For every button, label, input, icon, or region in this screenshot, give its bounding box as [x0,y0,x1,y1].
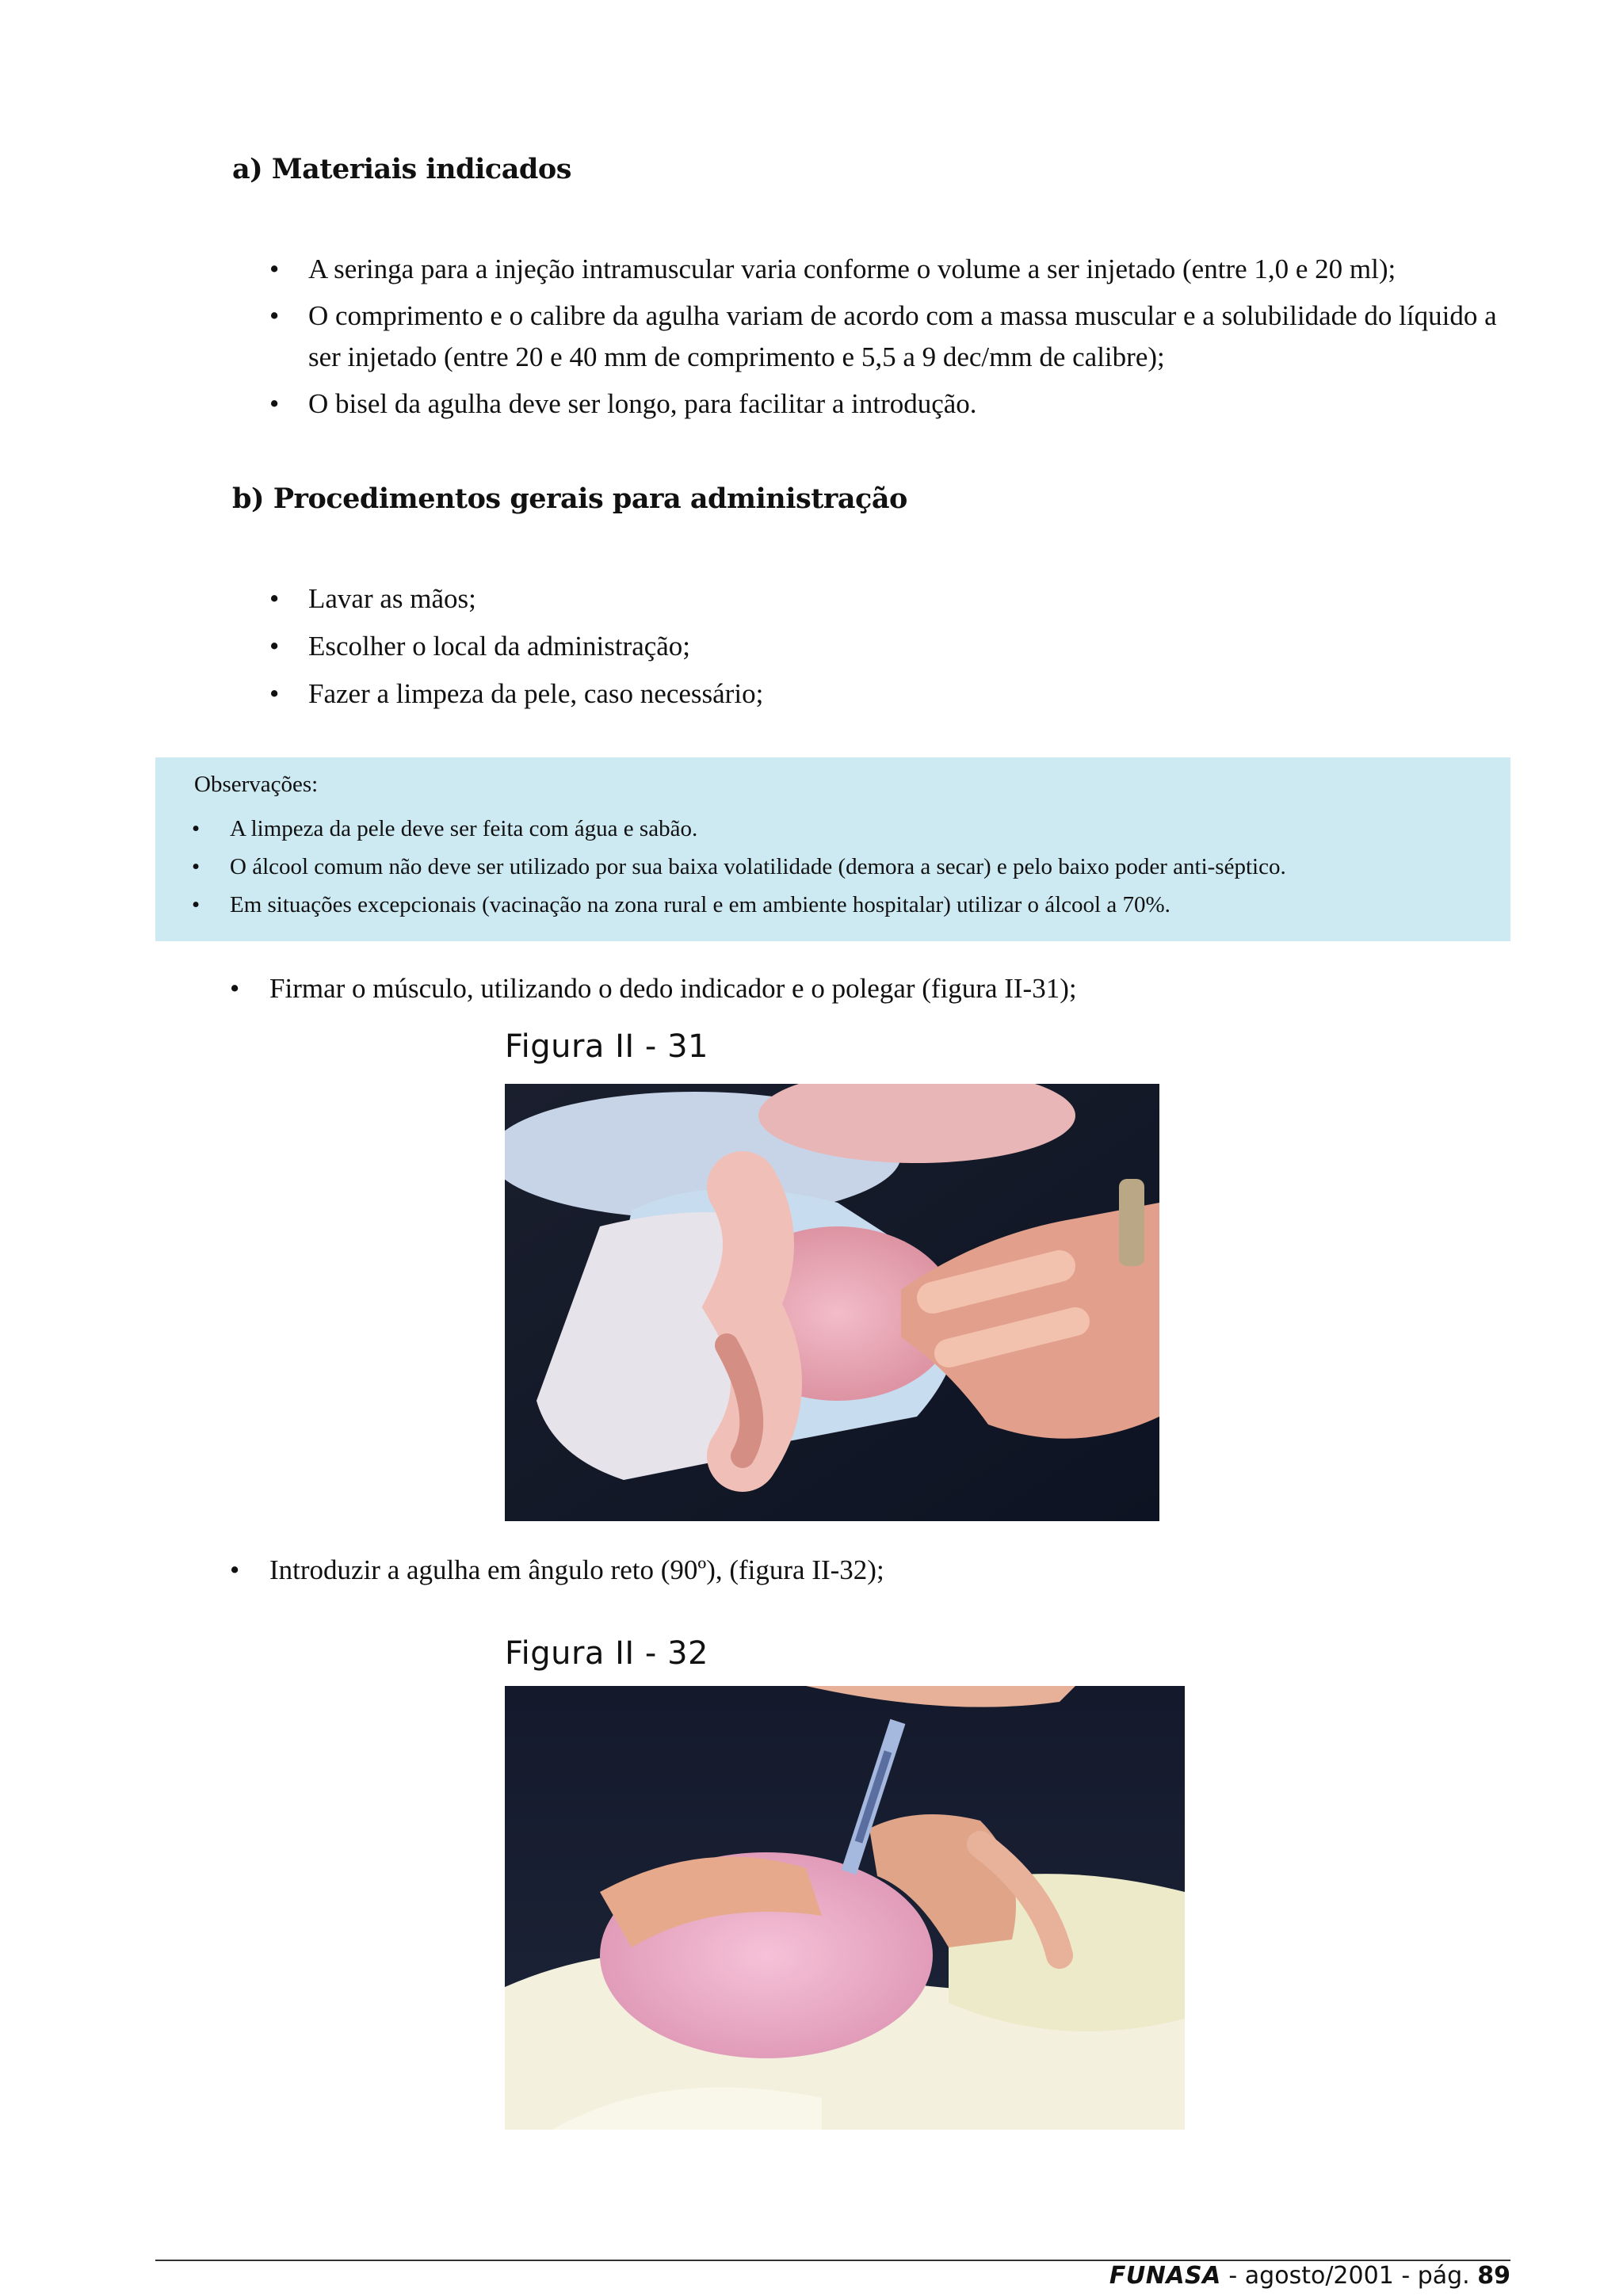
list-item [269,247,1522,292]
bullet-icon: • [192,816,200,841]
list-item-text: A seringa para a injeção intramuscular varia conforme o volume a ser injetado (entre 1,0 e 20 ml); [308,254,1396,284]
figure-31-caption: Figura II - 31 [505,1028,708,1065]
bullet-icon: • [230,973,240,1004]
bullet-icon: • [192,854,200,879]
bullet-icon: • [192,892,200,917]
figure-32-photo [505,1686,1185,2130]
observation-item [192,886,1170,924]
observation-text: A limpeza da pele deve ser feita com água e sabão. [230,816,698,841]
footer-date: agosto/2001 [1244,2262,1394,2290]
section-b-heading: b) Procedimentos gerais para administração [232,482,907,515]
footer-separator: - [1220,2262,1245,2290]
figure-32-caption: Figura II - 32 [505,1635,708,1672]
step-text: Firmar o músculo, utilizando o dedo indicador e o polegar (figura II-31); [269,973,1077,1004]
list-item-text: O bisel da agulha deve ser longo, para facilitar a introdução. [308,388,977,419]
bullet-icon: • [269,631,280,662]
list-item-text: O comprimento e o calibre da agulha variam de acordo com a massa muscular e a solubilidade do líquido a ser injetado (entre 20 e 40 mm de comprimento e 5,5 a 9 dec/mm de calibre); [308,300,1497,372]
list-item [269,577,1522,621]
footer [1109,2260,1510,2292]
figure-31-photo [505,1084,1159,1521]
footer-page-number: 89 [1477,2262,1510,2290]
footer-page-label: pág. [1417,2262,1470,2290]
list-item [269,296,1522,378]
step-firm-muscle [230,967,1077,1011]
list-item-text: Fazer a limpeza da pele, caso necessário; [308,678,764,709]
list-item [269,672,1522,716]
bullet-icon: • [269,583,280,614]
observation-item [192,810,697,848]
bullet-icon: • [269,388,280,419]
list-item-text: Escolher o local da administração; [308,631,691,662]
observations-box [155,757,1510,941]
bullet-icon: • [269,300,280,331]
list-item [269,624,1522,669]
list-item-text: Lavar as mãos; [308,583,476,614]
observation-item [192,848,1286,886]
observation-text: O álcool comum não deve ser utilizado por sua baixa volatilidade (demora a secar) e pelo baixo poder anti-séptico. [230,854,1286,879]
footer-separator: - [1393,2262,1418,2290]
observation-text: Em situações excepcionais (vacinação na zona rural e em ambiente hospitalar) utilizar o álcool a 70%. [230,892,1170,917]
step-text: Introduzir a agulha em ângulo reto (90º), (figura II-32); [269,1554,884,1585]
bullet-icon: • [269,678,280,709]
footer-brand: FUNASA [1109,2262,1221,2290]
bullet-icon: • [230,1554,240,1585]
list-item [269,382,1522,426]
observations-title: Observações: [194,772,319,797]
step-insert-needle [230,1548,884,1592]
bullet-icon: • [269,254,280,284]
section-a-heading: a) Materiais indicados [232,153,571,185]
